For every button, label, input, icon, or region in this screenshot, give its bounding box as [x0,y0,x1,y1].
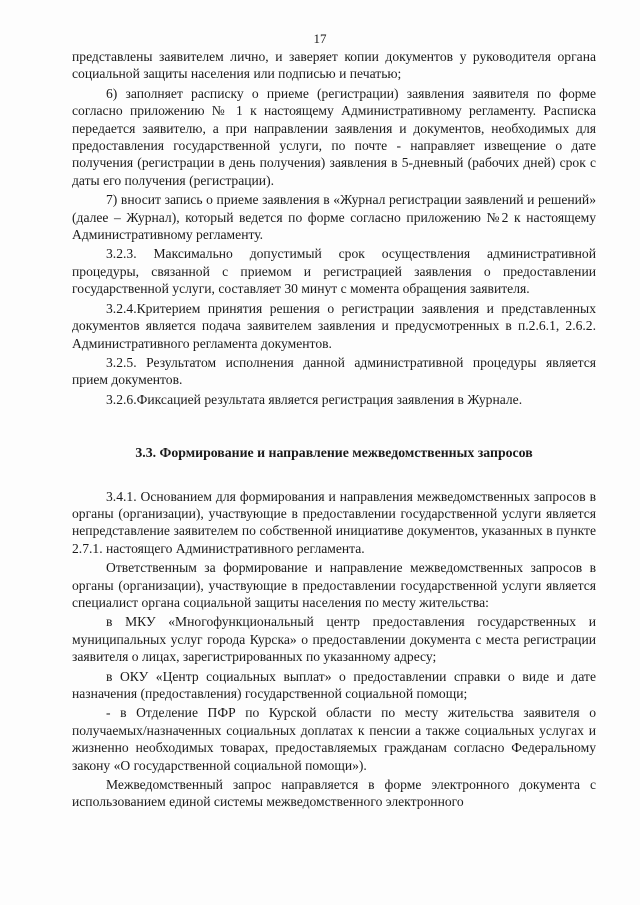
paragraph: 3.2.6.Фиксацией результата является регистрация заявления в Журнале. [106,391,523,407]
paragraph: 3.2.4.Критерием принятия решения о регистрации заявления и представленных документов является подача заявителем заявления и предусмотренных в п.2.6.1, 2.6.2. Административного регламента документов. [72,300,596,351]
page-number: 17 [313,31,327,46]
document-body [72,48,596,813]
paragraph: - в Отделение ПФР по Курской области по месту жительства заявителя о получаемых/назначенных социальных доплатах к пенсии а также социальных услугах и жизненно необходимых товарах, предоставляемых гражданам согласно Федеральному закону «О государственной социальной помощи»). [72,705,596,773]
paragraph: 7) вносит запись о приеме заявления в «Журнал регистрации заявлений и решений» (далее – Журнал), который ведется по форме согласно приложению №2 к настоящему Административному регламенту. [72,192,596,243]
paragraph: 3.4.1. Основанием для формирования и направления межведомственных запросов в органы (организации), участвующие в предоставлении государственной услуги является непредставление заявителем по собственной инициативе документов, указанных в пункте 2.7.1. настоящего Административного регламента. [72,488,596,556]
paragraph: 3.2.5. Результатом исполнения данной административной процедуры является прием документов. [72,354,596,388]
paragraph: в ОКУ «Центр социальных выплат» о предоставлении справки о виде и дате назначения (предоставления) государственной социальной помощи; [72,668,596,701]
paragraph: представлены заявителем лично, и заверяет копии документов у руководителя органа социальной защиты населения или подписью и печатью; [72,49,596,82]
paragraph: Межведомственный запрос направляется в форме электронного документа с использованием единой системы межведомственного электронного [72,777,596,810]
paragraph: Ответственным за формирование и направление межведомственных запросов в органы (организации), участвующие в предоставлении государственной услуги является специалист органа социальной защиты населения по месту жительства: [72,560,596,610]
paragraph: 3.2.3. Максимально допустимый срок осуществления административной процедуры, связанной с приемом и регистрацией заявления о предоставлении государственной услуги, составляет 30 минут с момента обращения заявителя. [72,246,596,297]
section-heading: 3.3. Формирование и направление межведомственных запросов [135,445,533,461]
paragraph: в МКУ «Многофункциональный центр предоставления государственных и муниципальных услуг города Курска» о предоставлении документа с места регистрации заявителя о лицах, зарегистрированных по указанному адресу; [72,614,596,665]
paragraph: 6) заполняет расписку о приеме (регистрации) заявления заявителя по форме согласно приложению № 1 к настоящему Административному регламенту. Расписка передается заявителю, а при направлении заявления и документов, необходимых для предоставления государственной услуги, по почте - направляет извещение о дате получения (регистрации в день получения) заявления в 5-дневный (рабочих дней) срок с даты его получения (регистрации). [72,85,596,188]
